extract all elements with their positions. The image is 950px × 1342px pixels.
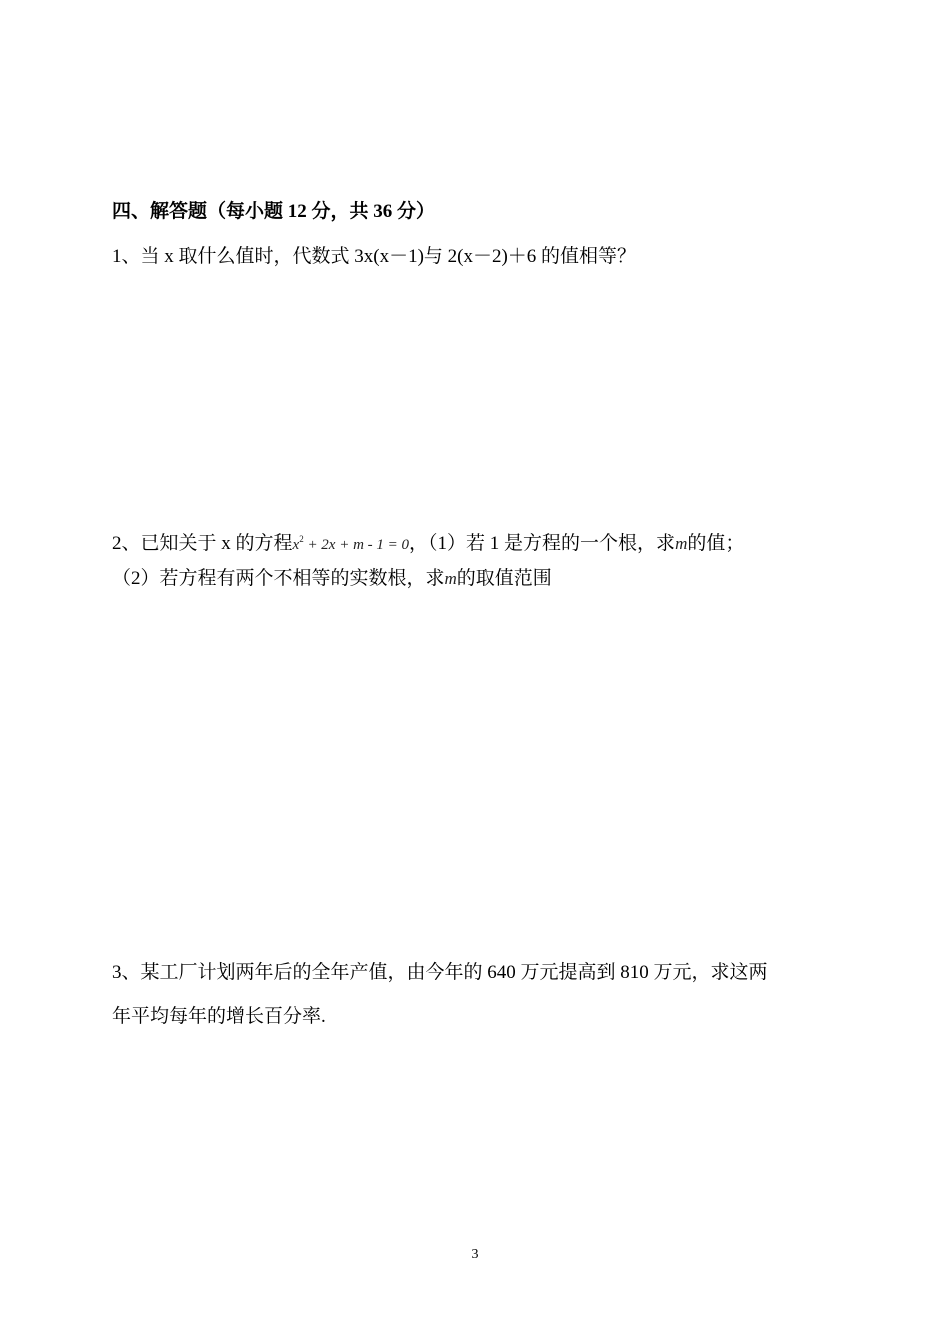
variable-m: m bbox=[675, 534, 688, 553]
question-2-part-2-end: 的取值范围 bbox=[456, 568, 552, 589]
section-heading: 四、解答题（每小题 12 分，共 36 分） bbox=[112, 201, 436, 222]
question-2-part-2: （2）若方程有两个不相等的实数根，求 bbox=[112, 568, 445, 589]
question-2-line-1 bbox=[112, 527, 744, 557]
page-number: 3 bbox=[471, 1247, 479, 1262]
question-2-line-2 bbox=[112, 567, 552, 591]
question-2-part-1-end: 的值； bbox=[687, 533, 745, 554]
question-2-part-1: ，（1）若 1 是方程的一个根，求 bbox=[409, 533, 676, 554]
variable-m-2: m bbox=[444, 569, 457, 588]
question-3-line-2: 年平均每年的增长百分率. bbox=[112, 1006, 326, 1027]
question-1: 1、当 x 取什么值时，代数式 3x(x－1)与 2(x－2)＋6 的值相等？ bbox=[112, 246, 637, 267]
equation-rest: + 2x + m - 1 = 0 bbox=[303, 537, 410, 553]
equation-variable: x bbox=[292, 537, 300, 553]
question-2-intro: 2、已知关于 x 的方程 bbox=[112, 533, 293, 554]
equation-exponent: 2 bbox=[299, 534, 304, 544]
question-3-line-1: 3、某工厂计划两年后的全年产值，由今年的 640 万元提高到 810 万元，求这两 bbox=[112, 962, 768, 983]
equation bbox=[292, 534, 410, 553]
